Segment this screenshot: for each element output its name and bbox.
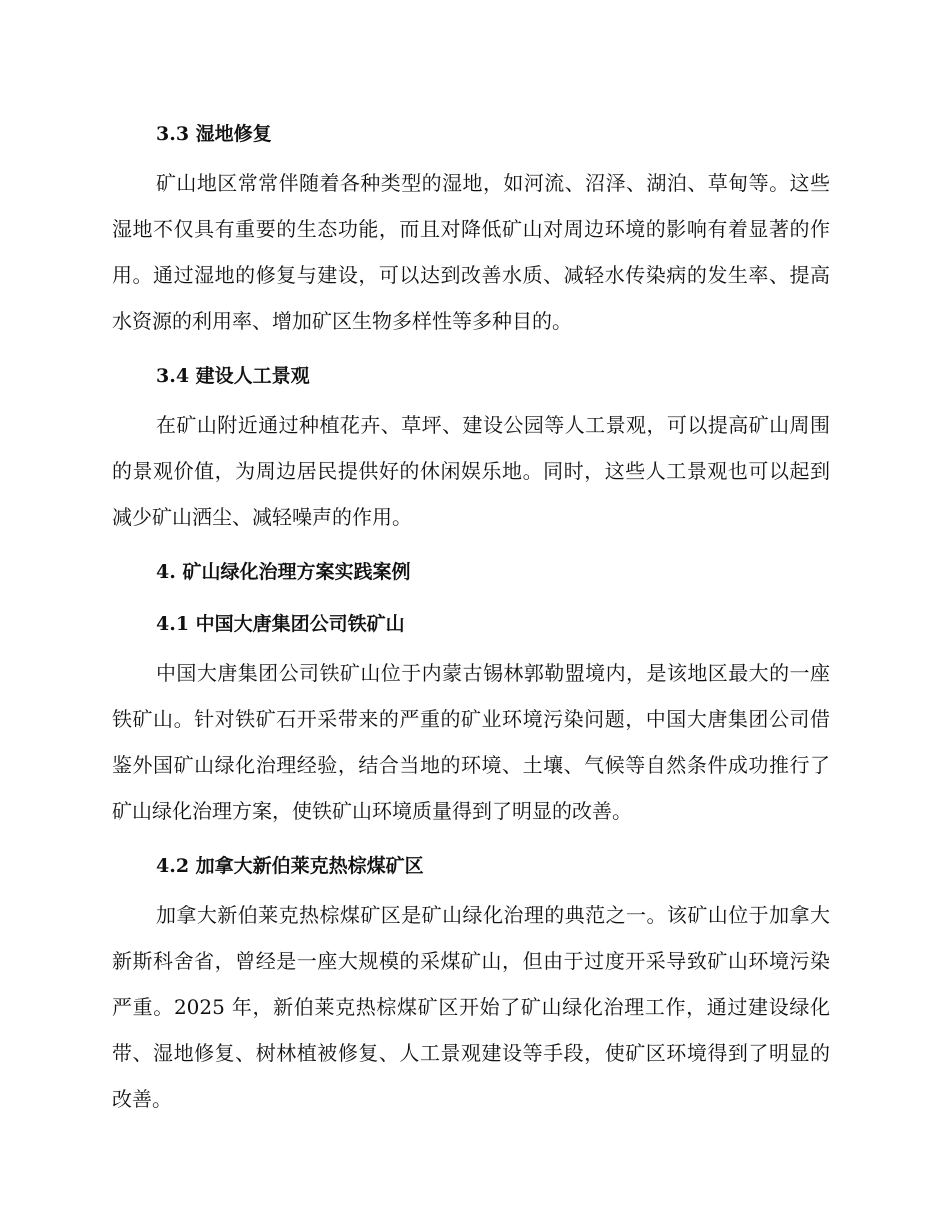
section-heading-3-4: 3.4 建设人工景观 <box>156 365 310 387</box>
section-heading-4-2: 4.2 加拿大新伯莱克热棕煤矿区 <box>156 855 424 877</box>
section-heading-3-3: 3.3 湿地修复 <box>156 123 272 145</box>
paragraph-canada-coal-mine: 加拿大新伯莱克热棕煤矿区是矿山绿化治理的典范之一。该矿山位于加拿大新斯科舍省，曾经是一座大规模的采煤矿山，但由于过度开采导致矿山环境污染严重。2025 年，新伯莱克热棕煤矿区开始了矿山绿化治理工作，通过建设绿化带、湿地修复、树林植被修复、人工景观建设等手段，使矿区环境得到了明显的改善。 <box>112 903 830 1111</box>
paragraph-datang-iron-mine: 中国大唐集团公司铁矿山位于内蒙古锡林郭勒盟境内，是该地区最大的一座铁矿山。针对铁矿石开采带来的严重的矿业环境污染问题，中国大唐集团公司借鉴外国矿山绿化治理经验，结合当地的环境、土壤、气候等自然条件成功推行了矿山绿化治理方案，使铁矿山环境质量得到了明显的改善。 <box>112 661 830 823</box>
paragraph-artificial-landscape: 在矿山附近通过种植花卉、草坪、建设公园等人工景观，可以提高矿山周围的景观价值，为周边居民提供好的休闲娱乐地。同时，这些人工景观也可以起到减少矿山洒尘、减轻噪声的作用。 <box>112 413 830 529</box>
section-heading-4-1: 4.1 中国大唐集团公司铁矿山 <box>156 613 405 635</box>
paragraph-wetland-restoration: 矿山地区常常伴随着各种类型的湿地，如河流、沼泽、湖泊、草甸等。这些湿地不仅具有重要的生态功能，而且对降低矿山对周边环境的影响有着显著的作用。通过湿地的修复与建设，可以达到改善水质、减轻水传染病的发生率、提高水资源的利用率、增加矿区生物多样性等多种目的。 <box>112 171 830 333</box>
document-page <box>112 108 830 1128</box>
section-heading-4: 4. 矿山绿化治理方案实践案例 <box>156 561 411 583</box>
